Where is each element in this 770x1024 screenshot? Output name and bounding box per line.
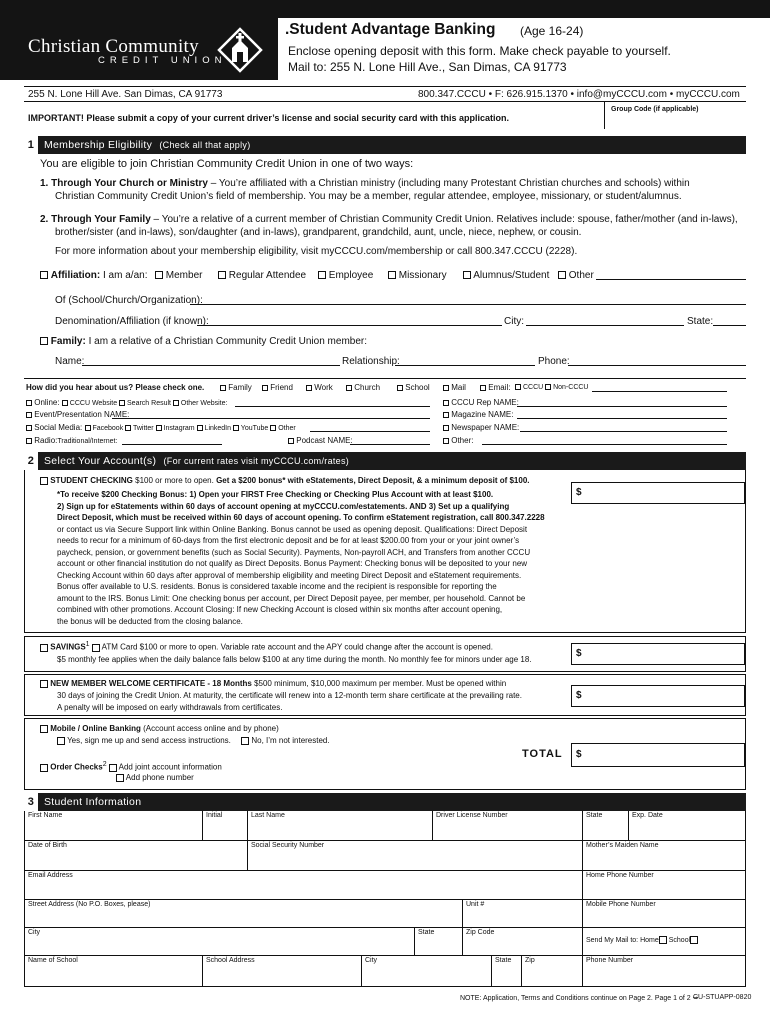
website-label: CCCU Website xyxy=(69,400,118,407)
field-label: Zip xyxy=(525,957,535,964)
divider xyxy=(24,86,746,87)
field-label: Last Name xyxy=(251,812,285,819)
affiliation-option[interactable] xyxy=(318,270,373,281)
facebook-checkbox[interactable] xyxy=(85,425,91,431)
hear-email-label: Email: xyxy=(488,383,511,392)
dob-field[interactable] xyxy=(25,841,248,871)
cu-address: 255 N. Lone Hill Ave. San Dimas, CA 91773 xyxy=(28,89,223,100)
affiliation-option[interactable] xyxy=(388,270,447,281)
atm-label: ATM Card xyxy=(101,642,138,652)
employee-label: Employee xyxy=(328,270,374,281)
newspaper-name-field[interactable] xyxy=(520,431,727,432)
field-label: State xyxy=(495,957,512,964)
section-title: Membership Eligibility xyxy=(44,139,153,151)
podcast-checkbox[interactable] xyxy=(288,438,294,444)
online-checkbox[interactable] xyxy=(26,400,32,406)
certificate-text-3: A penalty will be imposed on early withdrawals from certificates. xyxy=(57,703,283,712)
checking-term-line: combined with other promotions. Account Closing: If new Checking Account is closed within six months after account opening, xyxy=(57,605,503,614)
school-source-checkbox[interactable] xyxy=(397,385,403,391)
logo-subname: CREDIT UNION xyxy=(98,55,227,66)
section-1-header xyxy=(24,136,746,154)
home-label: Home xyxy=(640,936,659,944)
rep-checkbox[interactable] xyxy=(443,400,449,406)
savings-label: SAVINGS xyxy=(50,642,86,652)
savings-amount-field[interactable] xyxy=(571,643,745,665)
field-label: Zip Code xyxy=(466,929,495,936)
other-affiliation-field[interactable] xyxy=(596,279,746,280)
savings-text-1: $100 or more to open. Variable rate account and the APY could change after the account is opened. xyxy=(137,642,493,652)
field-label: Email Address xyxy=(28,872,73,879)
work-source-checkbox[interactable] xyxy=(306,385,312,391)
hear-church-label: Church xyxy=(354,383,381,392)
hear-school-label: School xyxy=(405,383,430,392)
maiden-name-field[interactable] xyxy=(583,841,746,871)
mail-address: Mail to: 255 N. Lone Hill Ave., San Dimas, CA 91773 xyxy=(288,60,567,74)
section-title: Select Your Account(s) xyxy=(44,455,157,467)
twitter-checkbox[interactable] xyxy=(125,425,131,431)
certificate-checkbox[interactable] xyxy=(40,680,48,688)
affiliation-row xyxy=(40,270,147,281)
radio-checkbox[interactable] xyxy=(26,438,32,444)
section-note: (For current rates visit myCCCU.com/rates) xyxy=(163,456,350,466)
city-label: City: xyxy=(504,316,524,327)
school-zip-field[interactable] xyxy=(522,956,583,986)
mobile-yes-checkbox[interactable] xyxy=(57,737,65,745)
send-mail-label: Send My Mail to: xyxy=(586,936,639,944)
event-label: Event/Presentation NAME: xyxy=(34,410,130,419)
magazine-name-field[interactable] xyxy=(517,418,727,419)
alumnus-label: Alumnus/Student xyxy=(473,270,550,281)
affiliation-option[interactable] xyxy=(155,270,202,281)
member-checkbox[interactable] xyxy=(155,271,163,279)
checking-term-line: Direct Deposit, which must be received within 60 days of account opening. To confirm eStatement registration, call 800.347.2228 xyxy=(57,513,545,522)
savings-text-2: $5 monthly fee applies when the daily balance falls below $100 at any time during the month. No monthly fee for minors under age 18. xyxy=(57,655,532,664)
eligibility-intro: You are eligible to join Christian Community Credit Union in one of two ways: xyxy=(40,158,414,170)
checking-term-line: Bonus offer available to U.S. residents. Bonus is considered taxable income and the recipient is responsible for reporting the xyxy=(57,582,497,591)
affiliation-prefix: I am a/an: xyxy=(103,270,148,281)
affiliation-option[interactable] xyxy=(463,270,549,281)
checking-term-line: paycheck, pension, or government benefits (such as Social Security). Payments, Non-payroll ACH, and Transfers from another CCCU xyxy=(57,547,531,557)
attendee-checkbox[interactable] xyxy=(218,271,226,279)
order-checks-label: Order Checks xyxy=(50,762,103,772)
field-label: State xyxy=(418,929,435,936)
field-label: Initial xyxy=(206,812,223,819)
family-text: I am a relative of a Christian Community Credit Union member: xyxy=(88,336,368,347)
state-label: State: xyxy=(687,316,714,327)
email-cccu-label: CCCU xyxy=(522,384,544,391)
field-label: Unit # xyxy=(466,901,485,908)
field-label: Social Security Number xyxy=(251,842,325,849)
dollar-sign: $ xyxy=(576,749,582,760)
section-number: 2 xyxy=(24,452,38,470)
of-label: Of (School/Church/Organization): xyxy=(55,295,203,306)
podcast-field[interactable] xyxy=(350,444,430,445)
field-label: Driver License Number xyxy=(436,812,508,819)
mobile-banking-label: Mobile / Online Banking xyxy=(50,724,141,733)
dollar-sign: $ xyxy=(576,487,582,498)
checking-term-line: Checking Account within 60 days after approval of membership eligibility and meeting Direct Deposit and eStatement requirements. xyxy=(57,570,522,580)
facebook-label: Facebook xyxy=(92,425,124,432)
field-label: Phone Number xyxy=(586,957,634,964)
denomination-label: Denomination/Affiliation (if known): xyxy=(55,316,209,327)
city-field[interactable] xyxy=(526,325,684,326)
checking-label: STUDENT CHECKING xyxy=(50,476,133,485)
relative-phone-field[interactable] xyxy=(568,365,746,366)
family-checkbox[interactable] xyxy=(40,337,48,345)
order-checks-footnote: 2 xyxy=(102,761,107,768)
newspaper-label: Newspaper NAME: xyxy=(451,423,520,432)
field-label: First Name xyxy=(28,812,63,819)
cu-contact-info: 800.347.CCCU • F: 626.915.1370 • info@myCCCU.com • myCCCU.com xyxy=(418,89,740,100)
family-row xyxy=(40,336,367,347)
mobile-phone-field[interactable] xyxy=(583,900,746,928)
radio-field[interactable] xyxy=(122,444,222,445)
field-label: Exp. Date xyxy=(632,812,663,819)
address-state-field[interactable] xyxy=(415,928,463,956)
hear-mail-label: Mail xyxy=(451,383,466,392)
hear-question: How did you hear about us? Please check one. xyxy=(26,383,205,392)
field-label: Mother’s Maiden Name xyxy=(586,842,659,849)
checking-term-line: or contact us via Secure Support link within Online Banking. Bonus cannot be used as opening deposit. Qualifications: Direct Deposit xyxy=(57,524,528,534)
field-label: Date of Birth xyxy=(28,842,67,849)
state-field[interactable] xyxy=(713,325,746,326)
total-label: TOTAL xyxy=(522,748,563,760)
checking-checkbox[interactable] xyxy=(40,477,48,485)
checking-term-line: needs to recur for a minimum of 60-days from the first electronic deposit and be for at least $200.00 from your or your joint owner’s xyxy=(57,536,520,545)
email-source-checkbox[interactable] xyxy=(480,385,486,391)
radio-label: Radio: xyxy=(34,436,58,445)
logo-name: Christian Community xyxy=(28,36,199,57)
instagram-label: Instagram xyxy=(163,425,195,432)
eligibility-item-1-text: – You’re affiliated with a Christian ministry (including many Protestant Christian churches and schools) within xyxy=(207,178,690,189)
relationship-field[interactable] xyxy=(395,365,535,366)
other-website-field[interactable] xyxy=(235,406,430,407)
field-label: State xyxy=(586,812,603,819)
section-number: 3 xyxy=(24,793,38,811)
section-3-header xyxy=(24,793,746,811)
other-website-label: Other Website: xyxy=(180,400,228,407)
section-note: (Check all that apply) xyxy=(159,140,251,150)
friend-source-checkbox[interactable] xyxy=(262,385,268,391)
online-label: Online: xyxy=(34,398,60,407)
church-logo-icon xyxy=(216,26,264,74)
eligibility-item-2-text: – You’re a relative of a current member of Christian Community Credit Union. Relatives include: spouse, father/mother (and in-laws), xyxy=(150,214,738,225)
certificate-label: NEW MEMBER WELCOME CERTIFICATE - 18 Months xyxy=(50,679,252,688)
license-state-field[interactable] xyxy=(583,811,629,841)
checking-amount-field[interactable] xyxy=(571,482,745,504)
member-label: Member xyxy=(165,270,203,281)
joint-info-checkbox[interactable] xyxy=(109,764,117,772)
home-phone-field[interactable] xyxy=(583,871,746,900)
mobile-no-checkbox[interactable] xyxy=(241,737,249,745)
hear-other-label: Other: xyxy=(451,436,474,445)
school-city-field[interactable] xyxy=(362,956,492,986)
section-2-header xyxy=(24,452,746,470)
social-label: Social Media: xyxy=(34,423,83,432)
church-source-checkbox[interactable] xyxy=(346,385,352,391)
email-cccu-checkbox[interactable] xyxy=(515,384,521,390)
section-number: 1 xyxy=(24,136,38,154)
eligibility-item-2-text2: brother/sister (and in-laws), son/daughter (and in-laws), grandparent, grandchild, aunt, uncle, niece, nephew, or cousin. xyxy=(55,227,582,238)
checking-term-line: the bonus will be deducted from the closing balance. xyxy=(57,616,243,626)
social-checkbox[interactable] xyxy=(26,425,32,431)
attendee-label: Regular Attendee xyxy=(228,270,307,281)
field-label: City xyxy=(365,957,378,964)
field-label: Street Address (No P.O. Boxes, please) xyxy=(28,901,151,908)
hear-work-label: Work xyxy=(314,383,333,392)
dollar-sign: $ xyxy=(576,690,582,701)
hear-friend-label: Friend xyxy=(270,383,293,392)
eligibility-item-2-label: 2. Through Your Family xyxy=(40,214,151,225)
website-checkbox[interactable] xyxy=(62,400,68,406)
joint-info-label: Add joint account information xyxy=(118,762,222,772)
missionary-checkbox[interactable] xyxy=(388,271,396,279)
certificate-amount-field[interactable] xyxy=(571,685,745,707)
send-mail-field xyxy=(583,928,746,956)
affiliation-checkbox[interactable] xyxy=(40,271,48,279)
eligibility-item-1-label: 1. Through Your Church or Ministry xyxy=(40,178,208,189)
radio-sub-label: Traditional/Internet: xyxy=(57,438,118,445)
magazine-label: Magazine NAME: xyxy=(451,410,514,419)
eligibility-more-info: For more information about your membership eligibility, visit myCCCU.com/membership or call 800.347.CCCU (2228). xyxy=(55,246,578,257)
phone-number-checkbox[interactable] xyxy=(116,774,124,782)
hear-family-label: Family xyxy=(228,383,252,392)
twitter-label: Twitter xyxy=(132,425,154,432)
missionary-label: Missionary xyxy=(398,270,447,281)
email-source-field[interactable] xyxy=(592,391,727,392)
field-label: Home Phone Number xyxy=(586,872,654,879)
employee-checkbox[interactable] xyxy=(318,271,326,279)
school-name-field[interactable] xyxy=(25,956,203,986)
field-label: Mobile Phone Number xyxy=(586,901,656,908)
field-label: Name of School xyxy=(28,957,78,964)
name-label: Name: xyxy=(55,356,85,367)
exp-date-field[interactable] xyxy=(629,811,746,841)
phone-label: Phone: xyxy=(538,356,570,367)
affiliation-option[interactable] xyxy=(218,270,306,281)
denomination-field[interactable] xyxy=(197,325,502,326)
other-website-checkbox[interactable] xyxy=(173,400,179,406)
form-title: .Student Advantage Banking xyxy=(285,21,496,38)
deposit-instructions: Enclose opening deposit with this form. Make check payable to yourself. xyxy=(288,44,671,58)
mobile-no-label: No, I’m not interested. xyxy=(251,736,330,745)
checking-terms xyxy=(57,489,569,627)
field-label: School Address xyxy=(206,957,255,964)
alumnus-checkbox[interactable] xyxy=(463,271,471,279)
rep-name-field[interactable] xyxy=(517,406,727,407)
age-range: (Age 16-24) xyxy=(520,24,584,38)
dollar-sign: $ xyxy=(576,648,582,659)
checking-term-line: amount to the IRS. Bonus Limit: One checking bonus per account, per Direct Deposit payee, per member, per household. Cannot be xyxy=(57,593,526,603)
home-mail-checkbox[interactable] xyxy=(659,936,667,944)
search-checkbox[interactable] xyxy=(119,400,125,406)
driver-license-field[interactable] xyxy=(433,811,583,841)
mobile-banking-checkbox[interactable] xyxy=(40,725,48,733)
unit-field[interactable] xyxy=(463,900,583,928)
other-label: Other xyxy=(568,270,594,281)
affiliation-label: Affiliation: xyxy=(50,270,101,281)
linkedin-checkbox[interactable] xyxy=(197,425,203,431)
checking-term-line: *To receive $200 Checking Bonus: 1) Open your FIRST Free Checking or Checking Plus Account with at least $100. xyxy=(57,490,494,499)
mobile-yes-label: Yes, sign me up and send access instructions. xyxy=(67,736,231,745)
hear-other-checkbox[interactable] xyxy=(443,438,449,444)
email-field[interactable] xyxy=(25,871,583,900)
initial-field[interactable] xyxy=(203,811,248,841)
family-label: Family: xyxy=(50,336,86,347)
email-noncccu-label: Non-CCCU xyxy=(553,384,589,391)
social-other-label: Other xyxy=(278,425,296,432)
street-address-field[interactable] xyxy=(25,900,463,928)
footer-note: NOTE: Application, Terms and Conditions continue on Page 2. Page 1 of 2 ➞ xyxy=(460,995,699,1002)
school-state-field[interactable] xyxy=(492,956,522,986)
field-label: City xyxy=(28,929,41,936)
first-name-field[interactable] xyxy=(25,811,203,841)
atm-checkbox[interactable] xyxy=(92,644,100,652)
hear-other-field[interactable] xyxy=(482,444,727,445)
savings-footnote: 1 xyxy=(85,641,90,648)
school-phone-field[interactable] xyxy=(583,956,746,986)
checking-term-line: 2) Sign up for eStatements within 60 days of account opening at myCCCU.com/estatements. AND 3) Set up a qualifying xyxy=(57,501,510,511)
savings-checkbox[interactable] xyxy=(40,644,48,652)
social-other-checkbox[interactable] xyxy=(270,425,276,431)
event-name-field[interactable] xyxy=(112,418,430,419)
email-noncccu-checkbox[interactable] xyxy=(545,384,551,390)
school-mail-checkbox[interactable] xyxy=(690,936,698,944)
group-code-field[interactable] xyxy=(604,101,746,129)
ssn-field[interactable] xyxy=(248,841,583,871)
section-title: Student Information xyxy=(44,796,142,808)
newspaper-checkbox[interactable] xyxy=(443,425,449,431)
last-name-field[interactable] xyxy=(248,811,433,841)
certificate-text-1: $500 minimum, $10,000 maximum per member. Must be opened within xyxy=(251,679,507,688)
checking-bonus: Get a $200 bonus* with eStatements, Direct Deposit, & a minimum deposit of $100. xyxy=(216,476,530,485)
linkedin-label: LinkedIn xyxy=(204,425,232,432)
school-address-field[interactable] xyxy=(203,956,362,986)
relative-name-field[interactable] xyxy=(82,365,340,366)
mail-source-checkbox[interactable] xyxy=(443,385,449,391)
school-label: School xyxy=(668,936,691,944)
podcast-label: Podcast NAME: xyxy=(296,436,353,445)
rep-label: CCCU Rep NAME: xyxy=(451,398,519,407)
form-code: CU-STUAPP-0820 xyxy=(693,994,752,1001)
total-amount-field[interactable] xyxy=(571,743,745,767)
youtube-label: YouTube xyxy=(240,425,269,432)
order-checks-checkbox[interactable] xyxy=(40,764,48,772)
instagram-checkbox[interactable] xyxy=(156,425,162,431)
certificate-text-2: 30 days of joining the Credit Union. At maturity, the certificate will renew into a 12-month term share certificate at the prevailing rate. xyxy=(57,691,522,700)
relationship-label: Relationship: xyxy=(342,356,400,367)
affiliation-option[interactable] xyxy=(558,270,594,281)
other-checkbox[interactable] xyxy=(558,271,566,279)
organization-field[interactable] xyxy=(190,304,746,305)
search-label: Search Result xyxy=(127,400,171,407)
checking-opening: $100 or more to open. xyxy=(132,476,217,485)
zip-code-field[interactable] xyxy=(463,928,583,956)
youtube-checkbox[interactable] xyxy=(233,425,239,431)
social-other-field[interactable] xyxy=(310,431,430,432)
important-note: IMPORTANT! Please submit a copy of your current driver’s license and social security card with this application. xyxy=(28,113,509,123)
group-code-label: Group Code (if applicable) xyxy=(611,106,699,113)
city-field[interactable] xyxy=(25,928,415,956)
magazine-checkbox[interactable] xyxy=(443,412,449,418)
phone-number-label: Add phone number xyxy=(125,773,194,782)
family-source-checkbox[interactable] xyxy=(220,385,226,391)
divider xyxy=(24,378,746,379)
eligibility-item-1-text2: Christian Community Credit Union’s field of membership. You may be a member, regular attendee, employee, missionary, or student/alumnus. xyxy=(55,191,682,202)
student-info-grid xyxy=(24,811,746,987)
mobile-banking-note: (Account access online and by phone) xyxy=(140,724,279,733)
event-checkbox[interactable] xyxy=(26,412,32,418)
checking-term-line: account or other financial institution do not qualify as Direct Deposits. Bonus Payment: Checking bonus will be deposited to your new xyxy=(57,559,528,568)
